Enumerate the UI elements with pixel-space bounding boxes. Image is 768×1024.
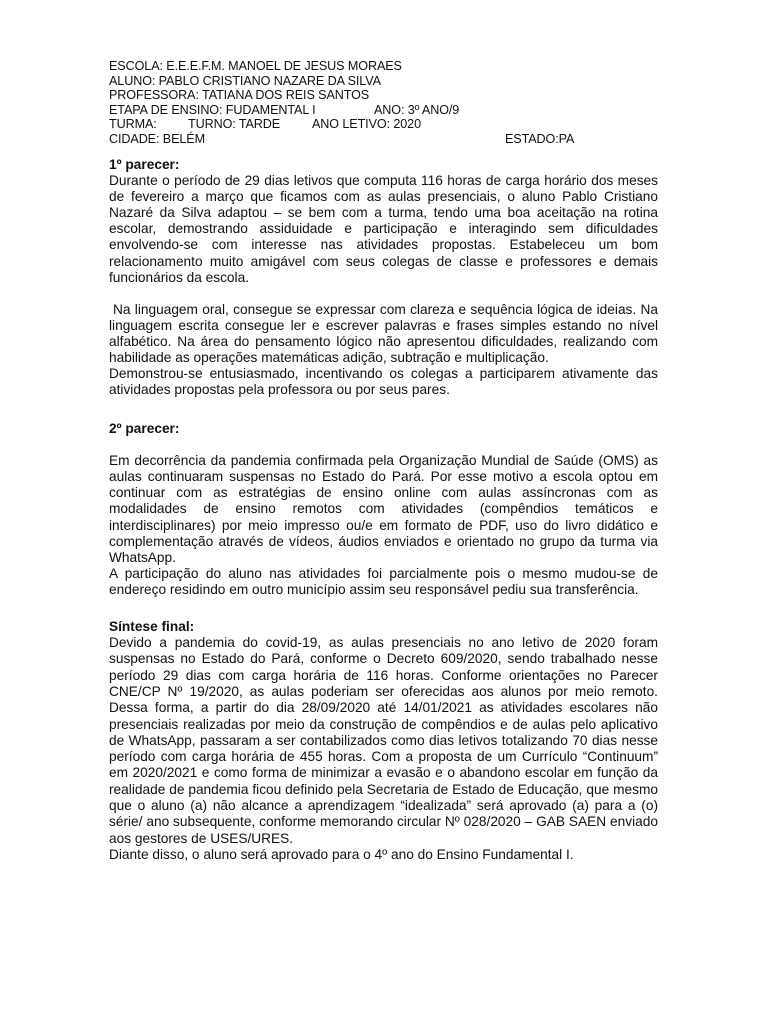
header-line-aluno (109, 74, 659, 89)
parecer-2-section (109, 421, 658, 598)
sintese-paragraph-1: Devido a pandemia do covid-19, as aulas presenciais no ano letivo de 2020 foram suspensas no Estado do Pará, conforme o Decreto 609/2020, sendo trabalhado nesse período 29 dias com carga horária de 116 horas. Conforme orientações no Parecer CNE/CP Nº 19/2020, as aulas poderiam ser oferecidas aos alunos por meio remoto. Dessa forma, a partir do dia 28/09/2020 até 14/01/2021 as atividades escolares não presenciais realizadas por meio da construção de compêndios e de aulas pelo aplicativo de WhatsApp, passaram a ser contabilizados como dias letivos totalizando 70 dias nesse período com carga horária de 455 horas. Com a proposta de um Currículo “Continuum” em 2020/2021 e como forma de minimizar a evasão e o abandono escolar em função da realidade de pandemia ficou definido pela Secretaria de Estado de Educação, que mesmo que o aluno (a) não alcance a aprendizagem “idealizada” será aprovado (a) para a (o) série/ ano subsequente, conforme memorando circular Nº 028/2020 – GAB SAEN enviado aos gestores de USES/URES. (109, 635, 658, 846)
shift-label: TURNO: TARDE (188, 117, 281, 132)
header-line-professora (109, 88, 659, 103)
parecer-2-paragraph-1: Em decorrência da pandemia confirmada pela Organização Mundial de Saúde (OMS) as aulas continuaram suspensas no Estado do Pará. Por esse motivo a escola optou em continuar com as estratégias de ensino online com aulas assíncronas com as modalidades de ensino remotos com atividades (compêndios temáticos e interdisciplinares) por meio impresso ou/e em formato de PDF, uso do livro didático e complementação através de vídeos, áudios enviados e orientado no grupo da turma via WhatsApp. (109, 453, 658, 565)
header-line-escola (109, 59, 659, 74)
teaching-stage: ETAPA DE ENSINO: FUDAMENTAL I (109, 102, 316, 117)
sintese-title: Síntese final: (109, 619, 195, 634)
header-line-etapa (109, 103, 659, 118)
school-year-grade: ANO: 3º ANO/9 (374, 102, 460, 117)
school-name: ESCOLA: E.E.E.F.M. MANOEL DE JESUS MORAES (109, 59, 402, 73)
teacher-name: PROFESSORA: TATIANA DOS REIS SANTOS (109, 88, 370, 103)
parecer-2-paragraph-2: A participação do aluno nas atividades foi parcialmente pois o mesmo mudou-se de endereço residindo em outro município assim seu responsável pediu sua transferência. (109, 565, 658, 597)
sintese-paragraph-2: Diante disso, o aluno será aprovado para o 4º ano do Ensino Fundamental I. (109, 846, 574, 862)
parecer-2-title: 2º parecer: (109, 421, 180, 436)
document-header (109, 59, 659, 147)
parecer-1-paragraph-2: Na linguagem oral, consegue se expressar com clareza e sequência lógica de ideias. Na linguagem escrita consegue ler e escrever palavras e frases simples estando no nível alfabético. Na área do pensamento lógico não apresentou dificuldades, realizando com habilidade as operações matemáticas adição, subtração e multiplicação. (109, 301, 658, 366)
parecer-1-section (109, 157, 658, 398)
sintese-section (109, 619, 658, 863)
student-name: ALUNO: PABLO CRISTIANO NAZARE DA SILVA (109, 73, 381, 88)
header-line-turma (109, 117, 659, 132)
class-label: TURMA: (109, 117, 157, 132)
parecer-1-paragraph-1: Durante o período de 29 dias letivos que computa 116 horas de carga horário dos meses de fevereiro a março que ficamos com as aulas presenciais, o aluno Pablo Cristiano Nazaré da Silva adaptou – se bem com a turma, tendo uma boa aceitação na rotina escolar, demostrando assiduidade e participação e interagindo sem dificuldades envolvendo-se com interesse nas atividades propostas. Estabeleceu um bom relacionamento muito amigável com seus colegas de classe e professores e demais funcionários da escola. (109, 173, 658, 285)
header-line-cidade (109, 132, 659, 147)
parecer-1-paragraph-3: Demonstrou-se entusiasmado, incentivando os colegas a participarem ativamente das atividades propostas pela professora ou por seus pares. (109, 366, 658, 398)
academic-year: ANO LETIVO: 2020 (312, 117, 421, 132)
city-label: CIDADE: BELÉM (109, 131, 205, 146)
parecer-1-title: 1º parecer: (109, 157, 180, 172)
state-label: ESTADO:PA (505, 131, 575, 146)
